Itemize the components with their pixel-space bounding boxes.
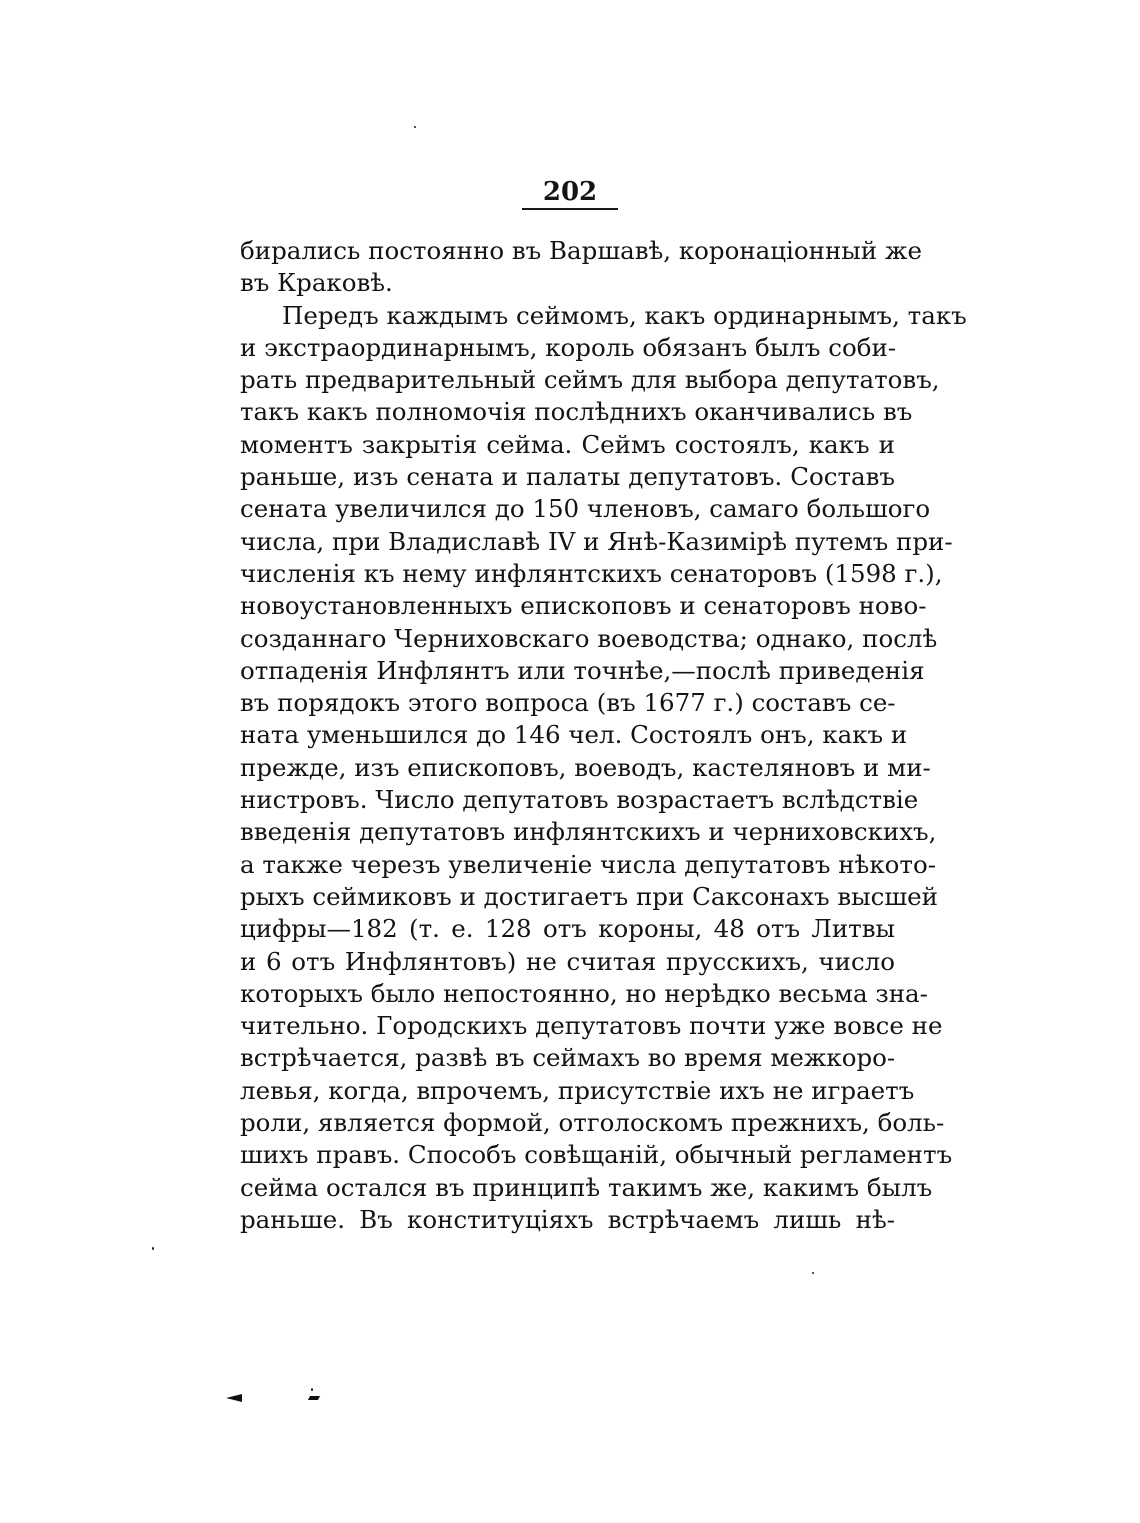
text-line: отпаденія Инфлянтъ или точнѣе,—послѣ приведенія	[240, 655, 925, 685]
text-line: числа, при Владиславѣ IV и Янѣ-Казимірѣ путемъ при-	[240, 526, 953, 556]
text-line: чительно. Городскихъ депутатовъ почти уже вовсе не	[240, 1011, 943, 1041]
text-line: ната уменьшился до 146 чел. Состоялъ онъ, какъ и	[240, 720, 908, 750]
text-line: и экстраординарнымъ, король обязанъ былъ соби-	[240, 332, 897, 362]
text-line: а также черезъ увеличеніе числа депутатовъ нѣкото-	[240, 849, 936, 879]
text-line: раньше, изъ сената и палаты депутатовъ. Составъ	[240, 462, 895, 492]
scan-speck	[311, 1388, 313, 1391]
text-line: въ порядокъ этого вопроса (въ 1677 г.) составъ се-	[240, 688, 896, 718]
text-line: нистровъ. Число депутатовъ возрастаетъ вслѣдствіе	[240, 785, 919, 815]
text-line: такъ какъ полномочія послѣднихъ оканчивались въ	[240, 397, 913, 427]
scan-speck	[414, 126, 416, 128]
text-line: встрѣчается, развѣ въ сеймахъ во время межкоро-	[240, 1043, 896, 1073]
text-line: бирались постоянно въ Варшавѣ, коронаціонный же	[240, 236, 922, 265]
text-line: раньше. Въ конституціяхъ встрѣчаемъ лишь нѣ-	[240, 1204, 895, 1234]
text-line: которыхъ было непостоянно, но нерѣдко весьма зна-	[240, 978, 928, 1008]
text-line: въ Краковѣ.	[240, 268, 393, 298]
text-line: новоустановленныхъ епископовъ и сенаторовъ ново-	[240, 591, 927, 621]
text-line: сейма остался въ принципѣ такимъ же, какимъ былъ	[240, 1172, 933, 1202]
text-line: введенія депутатовъ инфлянтскихъ и черниховскихъ,	[240, 817, 937, 847]
text-line: численія къ нему инфлянтскихъ сенаторовъ (1598 г.),	[240, 558, 943, 588]
text-line: левья, когда, впрочемъ, присутствіе ихъ не играетъ	[240, 1075, 915, 1105]
scan-mark	[226, 1394, 242, 1402]
text-line: прежде, изъ епископовъ, воеводъ, кастеляновъ и ми-	[240, 752, 931, 782]
text-line: рать предварительный сеймъ для выбора депутатовъ,	[240, 365, 940, 395]
scan-mark	[308, 1396, 320, 1400]
text-line: рыхъ сеймиковъ и достигаетъ при Саксонахъ высшей	[240, 881, 938, 911]
text-line: созданнаго Черниховскаго воеводства; однако, послѣ	[240, 623, 938, 653]
page-number: 202	[542, 177, 598, 207]
text-line: шихъ правъ. Способъ совѣщаній, обычный регламентъ	[240, 1140, 953, 1170]
text-line: моментъ закрытія сейма. Сеймъ состоялъ, какъ и	[240, 429, 895, 459]
text-line: Передъ каждымъ сеймомъ, какъ ординарнымъ, такъ	[282, 300, 967, 330]
text-line: и 6 отъ Инфлянтовъ) не считая прусскихъ, число	[240, 946, 895, 976]
text-line: роли, является формой, отголоскомъ прежнихъ, боль-	[240, 1108, 945, 1138]
text-line: цифры—182 (т. е. 128 отъ короны, 48 отъ Литвы	[240, 914, 895, 944]
body-text	[240, 235, 967, 1236]
text-line: сената увеличился до 150 членовъ, самаго большого	[240, 494, 931, 524]
scan-speck	[152, 1247, 154, 1250]
scan-speck	[812, 1272, 814, 1274]
page-number-rule	[522, 208, 618, 210]
